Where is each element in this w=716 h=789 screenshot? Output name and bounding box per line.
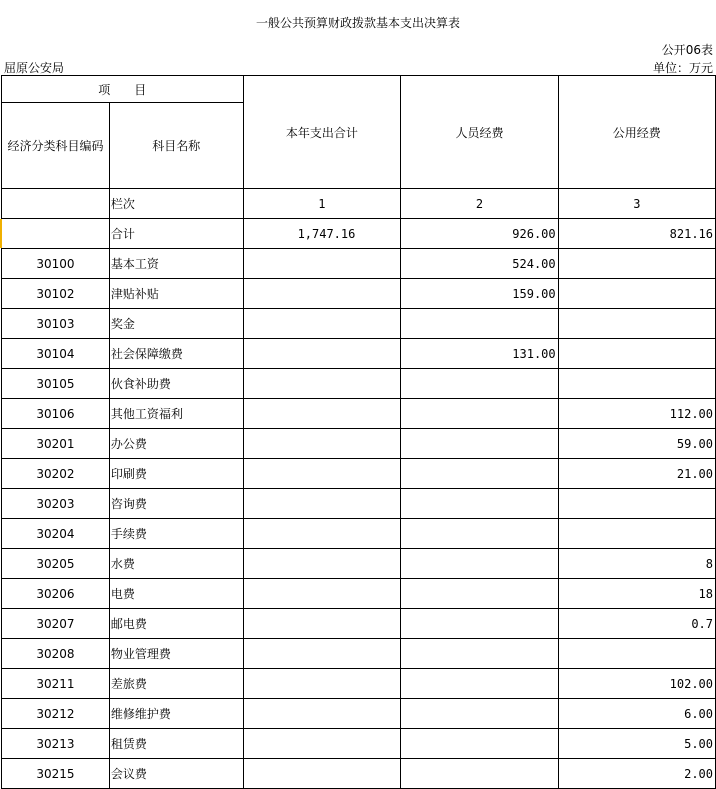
table-row: [2, 309, 716, 339]
row-code: 30100: [2, 249, 110, 279]
table-row: [2, 369, 716, 399]
row-total: [243, 279, 401, 309]
row-total: [243, 249, 401, 279]
row-personnel: 524.00: [401, 249, 558, 279]
row-name: 其他工资福利: [109, 399, 243, 429]
row-name: 邮电费: [109, 609, 243, 639]
personnel-header: 人员经费: [401, 76, 558, 189]
row-code: 30203: [2, 489, 110, 519]
expenditure-table: [1, 75, 716, 789]
row-public: [558, 489, 715, 519]
row-personnel: [401, 399, 558, 429]
table-row: [2, 639, 716, 669]
public-header: 公用经费: [558, 76, 715, 189]
table-row: [2, 519, 716, 549]
form-number: 公开06表: [661, 43, 713, 57]
total-row-blank: [2, 219, 110, 249]
row-total: [243, 729, 401, 759]
row-total: [243, 309, 401, 339]
report-title: 一般公共预算财政拨款基本支出决算表: [255, 16, 460, 30]
row-personnel: [401, 699, 558, 729]
table-row: [2, 579, 716, 609]
row-code: 30208: [2, 639, 110, 669]
row-public: [558, 309, 715, 339]
row-personnel: [401, 429, 558, 459]
row-public: [558, 369, 715, 399]
row-name: 水费: [109, 549, 243, 579]
row-personnel: [401, 579, 558, 609]
row-total: [243, 609, 401, 639]
col-row-label: 栏次: [109, 189, 243, 219]
total-row-label: 合计: [109, 219, 243, 249]
row-public: [558, 279, 715, 309]
row-name: 伙食补助费: [109, 369, 243, 399]
table-row: [2, 699, 716, 729]
name-header: 科目名称: [109, 103, 243, 189]
table-row: [2, 399, 716, 429]
row-personnel: 159.00: [401, 279, 558, 309]
row-name: 咨询费: [109, 489, 243, 519]
col-num-3: 3: [558, 189, 715, 219]
row-code: 30215: [2, 759, 110, 789]
table-row: [2, 279, 716, 309]
table-row: [2, 759, 716, 789]
row-name: 租赁费: [109, 729, 243, 759]
row-public: 5.00: [558, 729, 715, 759]
row-personnel: [401, 729, 558, 759]
row-name: 维修维护费: [109, 699, 243, 729]
row-name: 手续费: [109, 519, 243, 549]
row-total: [243, 669, 401, 699]
row-total: [243, 519, 401, 549]
total-row-public: 821.16: [558, 219, 715, 249]
row-public: 18: [558, 579, 715, 609]
row-name: 津贴补贴: [109, 279, 243, 309]
row-code: 30212: [2, 699, 110, 729]
row-public: [558, 249, 715, 279]
table-row: [2, 489, 716, 519]
total-row-personnel: 926.00: [401, 219, 558, 249]
department-name: 屈原公安局: [4, 61, 65, 75]
row-total: [243, 579, 401, 609]
row-public: 21.00: [558, 459, 715, 489]
row-personnel: [401, 309, 558, 339]
row-personnel: [401, 609, 558, 639]
row-code: 30201: [2, 429, 110, 459]
row-personnel: [401, 549, 558, 579]
row-public: 2.00: [558, 759, 715, 789]
row-public: 0.7: [558, 609, 715, 639]
table-row: [2, 429, 716, 459]
col-num-2: 2: [401, 189, 558, 219]
row-personnel: [401, 369, 558, 399]
row-total: [243, 429, 401, 459]
row-code: 30202: [2, 459, 110, 489]
row-name: 社会保障缴费: [109, 339, 243, 369]
row-name: 电费: [109, 579, 243, 609]
row-public: 102.00: [558, 669, 715, 699]
row-personnel: 131.00: [401, 339, 558, 369]
row-personnel: [401, 489, 558, 519]
row-code: 30106: [2, 399, 110, 429]
table-row: [2, 339, 716, 369]
total-row-total: 1,747.16: [243, 219, 401, 249]
row-total: [243, 399, 401, 429]
table-row: [2, 549, 716, 579]
table-row: [2, 459, 716, 489]
row-personnel: [401, 759, 558, 789]
row-total: [243, 459, 401, 489]
item-header: 项 目: [2, 76, 244, 103]
row-personnel: [401, 639, 558, 669]
row-total: [243, 759, 401, 789]
row-code: 30204: [2, 519, 110, 549]
row-public: [558, 339, 715, 369]
total-header: 本年支出合计: [243, 76, 401, 189]
row-code: 30105: [2, 369, 110, 399]
col-row-blank: [2, 189, 110, 219]
row-public: 8: [558, 549, 715, 579]
selected-row-marker: [0, 219, 2, 248]
table-row: [2, 669, 716, 699]
row-personnel: [401, 669, 558, 699]
row-personnel: [401, 519, 558, 549]
row-total: [243, 489, 401, 519]
row-public: 6.00: [558, 699, 715, 729]
col-num-1: 1: [243, 189, 401, 219]
table-row: [2, 729, 716, 759]
row-total: [243, 369, 401, 399]
row-code: 30102: [2, 279, 110, 309]
row-name: 差旅费: [109, 669, 243, 699]
row-name: 会议费: [109, 759, 243, 789]
row-code: 30103: [2, 309, 110, 339]
row-public: [558, 519, 715, 549]
row-code: 30213: [2, 729, 110, 759]
row-public: 112.00: [558, 399, 715, 429]
row-public: 59.00: [558, 429, 715, 459]
row-code: 30104: [2, 339, 110, 369]
unit-label: 单位：万元: [652, 61, 713, 75]
row-code: 30206: [2, 579, 110, 609]
row-total: [243, 639, 401, 669]
row-total: [243, 339, 401, 369]
table-row: [2, 249, 716, 279]
row-public: [558, 639, 715, 669]
row-code: 30211: [2, 669, 110, 699]
row-name: 办公费: [109, 429, 243, 459]
row-name: 基本工资: [109, 249, 243, 279]
table-row: [2, 609, 716, 639]
row-code: 30205: [2, 549, 110, 579]
code-header: 经济分类科目编码: [2, 103, 110, 189]
row-total: [243, 699, 401, 729]
row-name: 奖金: [109, 309, 243, 339]
row-personnel: [401, 459, 558, 489]
row-name: 印刷费: [109, 459, 243, 489]
row-name: 物业管理费: [109, 639, 243, 669]
row-code: 30207: [2, 609, 110, 639]
row-total: [243, 549, 401, 579]
